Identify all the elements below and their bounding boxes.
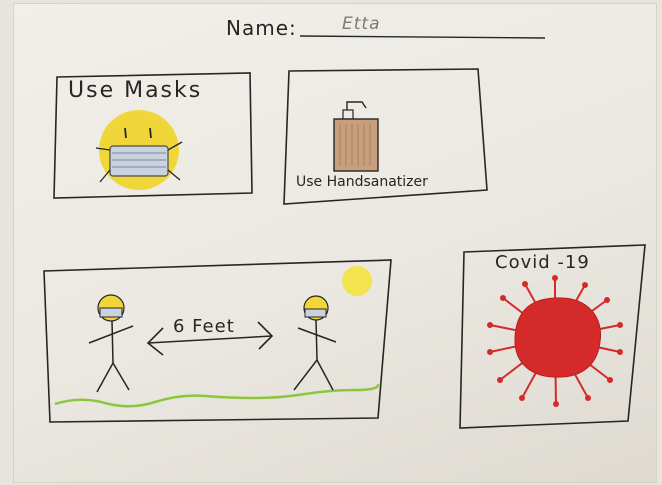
sanitizer-bottle-icon bbox=[334, 119, 378, 171]
grass-line-icon bbox=[55, 384, 378, 406]
name-label: Name: bbox=[226, 16, 297, 40]
smiley-eye-icon bbox=[125, 128, 126, 138]
face-mask-icon bbox=[110, 146, 168, 176]
stick-figure-left-icon bbox=[89, 295, 133, 392]
pump-head-icon bbox=[343, 110, 353, 119]
sanitizer-title: Use Handsanatizer bbox=[296, 174, 428, 190]
name-value: Etta bbox=[342, 14, 381, 34]
distance-panel bbox=[44, 260, 391, 422]
name-underline bbox=[300, 36, 545, 38]
virus-icon bbox=[487, 275, 623, 407]
stick-figure-right-icon bbox=[294, 296, 336, 390]
masks-title: Use Masks bbox=[68, 78, 203, 103]
pump-nozzle-icon bbox=[347, 102, 366, 110]
sun-icon bbox=[342, 266, 372, 296]
distance-label: 6 Feet bbox=[173, 316, 235, 337]
covid-title: Covid -19 bbox=[495, 252, 590, 273]
smiley-eye-icon bbox=[150, 128, 151, 138]
